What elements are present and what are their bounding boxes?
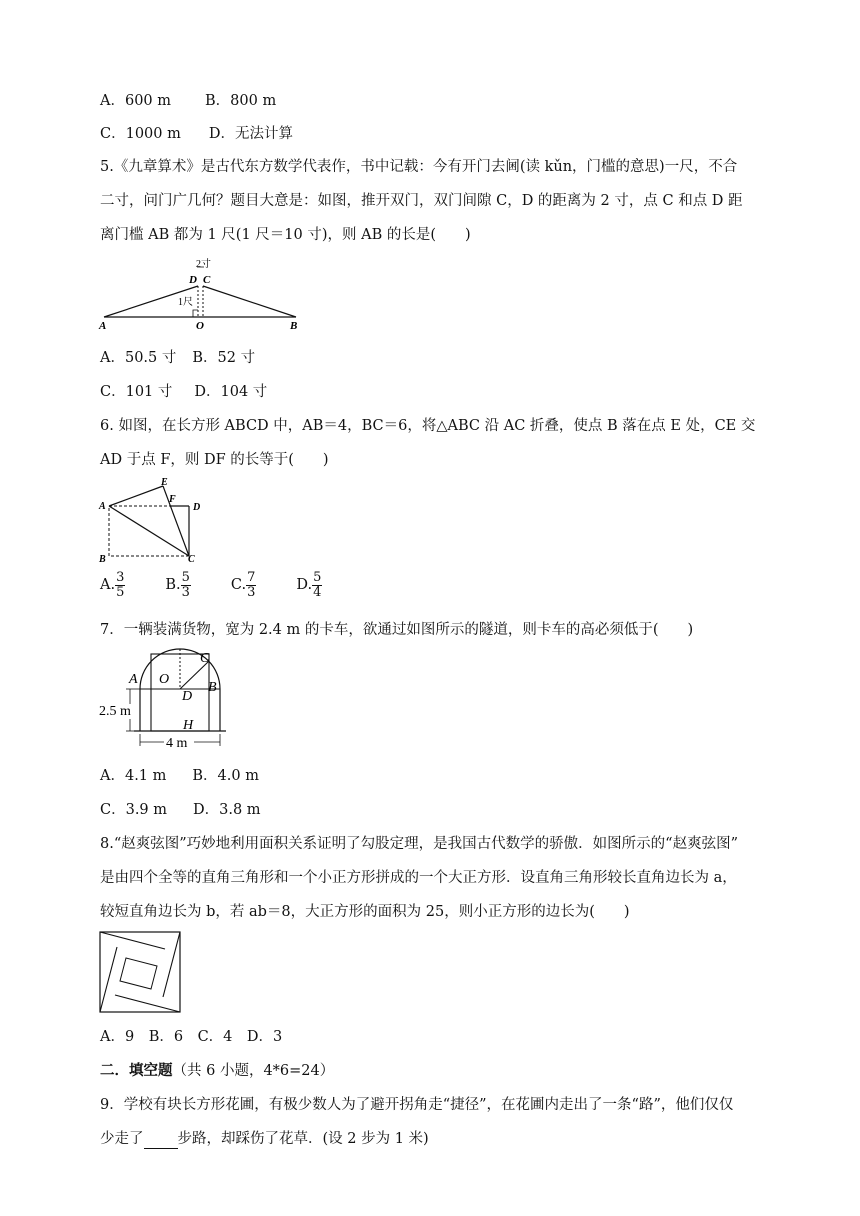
q5-label-d: D — [189, 274, 197, 286]
q9-text-line1: 9．学校有块长方形花圃，有极少数人为了避开拐角走“捷径”，在花圃内走出了一条“路”，他们仅仅 — [100, 1097, 734, 1113]
q6-label-c: C — [188, 554, 195, 565]
q9-answer-blank[interactable] — [144, 1134, 178, 1149]
q6-option-d: D. $\frac{5}{4}$ — [296, 569, 322, 600]
q5-label-chi: 1尺 — [178, 297, 193, 308]
q7-label-b: B — [208, 680, 217, 695]
q7-options-row2 — [100, 800, 261, 820]
q7-label-height: 2.5 m — [99, 704, 131, 719]
q5-option-a: A．50.5 寸 — [100, 350, 177, 366]
q7-label-o: O — [159, 672, 170, 687]
q5-options-row1 — [100, 348, 255, 368]
q7-tunnel-figure — [96, 646, 226, 752]
q6-text-line1: 6. 如图，在长方形 ABCD 中，AB＝4，BC＝6，将△ABC 沿 AC 折叠，使点 B 落在点 E 处，CE 交 — [100, 418, 756, 434]
q7-options-row1 — [100, 766, 259, 786]
q6-label-d: D — [193, 502, 201, 513]
q8-zhao-shuang-figure — [96, 928, 186, 1014]
q5-label-o: O — [196, 320, 204, 332]
q6-label-b: B — [99, 554, 106, 565]
q5-label-gap: 2寸 — [196, 259, 211, 270]
q4-option-b: B．800 m — [205, 93, 277, 109]
q5-text-line2: 二寸，问门广几何？题目大意是：如图，推开双门，双门间隙 C，D 的距离为 2 寸，点 C 和点 D 距 — [100, 193, 743, 209]
q8-text-line3: 较短直角边长为 b，若 ab＝8，大正方形的面积为 25，则小正方形的边长为( ) — [100, 904, 630, 920]
q5-text-line1: 5.《九章算术》是古代东方数学代表作，书中记载：今有开门去阃(读 kǔn，门槛的意思)一尺，不合 — [100, 159, 738, 175]
q7-label-c: C — [200, 651, 210, 666]
q6-label-f: F — [169, 494, 176, 505]
q6-option-b: B. $\frac{5}{3}$ — [165, 569, 190, 600]
q4-option-c: C．1000 m — [100, 126, 181, 142]
q4-options-row1 — [100, 91, 276, 111]
q5-label-c: C — [203, 274, 211, 286]
q5-option-d: D．104 寸 — [194, 384, 268, 400]
q9-text-line2: 少走了 步路，却踩伤了花草．(设 2 步为 1 米) — [100, 1131, 429, 1147]
q5-option-b: B．52 寸 — [192, 350, 256, 366]
q4-option-d: D．无法计算 — [208, 126, 293, 142]
q4-options-row2 — [100, 124, 293, 144]
q4-option-a: A．600 m — [100, 93, 172, 109]
q7-label-d: D — [182, 689, 193, 704]
q7-label-a: A — [129, 672, 138, 687]
q5-text-line3: 离门槛 AB 都为 1 尺(1 尺＝10 寸)，则 AB 的长是( ) — [100, 227, 471, 243]
q7-option-a: A．4.1 m — [100, 768, 167, 784]
section-2-note: （共 6 小题，4*6=24） — [172, 1063, 335, 1079]
q6-option-c: C. $\frac{7}{3}$ — [230, 569, 256, 600]
q5-label-b: B — [290, 320, 298, 332]
q8-text-line2: 是由四个全等的直角三角形和一个小正方形拼成的一个大正方形．设直角三角形较长直角边长为 a， — [100, 870, 737, 886]
q8-text-line1: 8.“赵爽弦图”巧妙地利用面积关系证明了勾股定理，是我国古代数学的骄傲．如图所示的“赵爽弦图” — [100, 836, 738, 852]
section-2-title: 二．填空题 — [100, 1063, 173, 1079]
q5-options-row2 — [100, 382, 267, 402]
q7-option-b: B．4.0 m — [192, 768, 259, 784]
q5-option-c: C．101 寸 — [100, 384, 173, 400]
q6-option-a: A. $\frac{3}{5}$ — [100, 569, 125, 600]
q6-label-e: E — [161, 477, 168, 488]
q6-text-line2: AD 于点 F，则 DF 的长等于( ) — [100, 452, 329, 468]
q5-label-a: A — [99, 320, 107, 332]
q6-options — [100, 570, 322, 600]
q7-text-line1: 7．一辆装满货物，宽为 2.4 m 的卡车，欲通过如图所示的隧道，则卡车的高必须低于( ) — [100, 622, 694, 638]
section-2-heading — [100, 1061, 334, 1081]
q7-label-width: 4 m — [166, 736, 188, 751]
q6-rectangle-figure — [96, 476, 216, 566]
q7-label-h: H — [183, 718, 194, 733]
q7-option-d: D．3.8 m — [193, 802, 261, 818]
q6-label-a: A — [99, 501, 106, 512]
q7-option-c: C．3.9 m — [100, 802, 168, 818]
q8-options: A．9 B．6 C．4 D．3 — [100, 1029, 283, 1045]
q5-door-figure — [96, 256, 316, 334]
